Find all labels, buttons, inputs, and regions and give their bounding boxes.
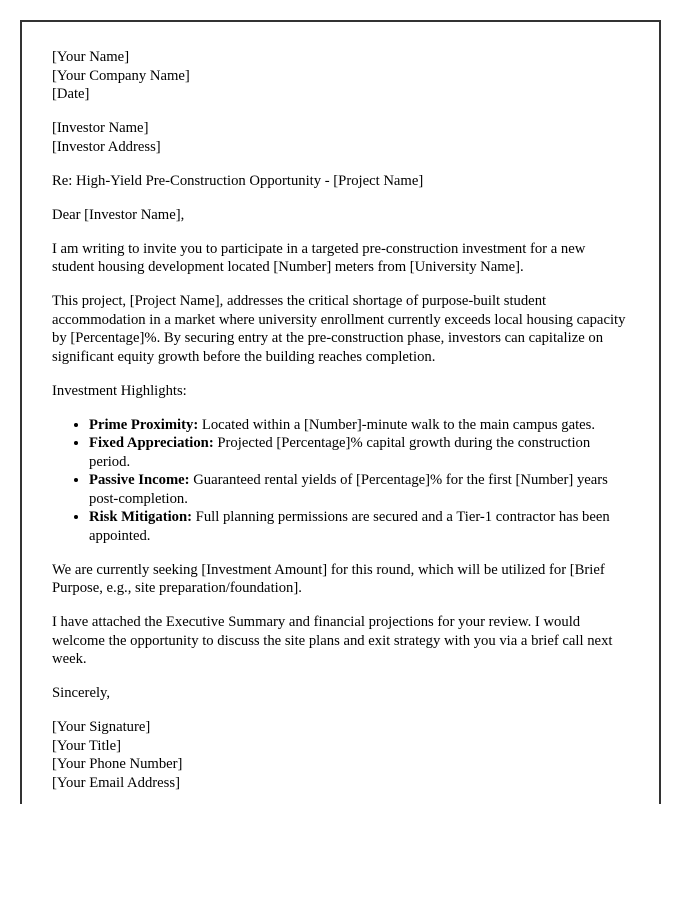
subject-line: Re: High-Yield Pre-Construction Opportunity - [Project Name] xyxy=(52,172,424,189)
highlight-label: Prime Proximity: xyxy=(89,416,199,433)
highlight-item-passive-income xyxy=(89,471,629,508)
highlight-text: Full planning permissions are secured and a Tier-1 contractor has been appointed. xyxy=(89,509,610,544)
signature-name: [Your Signature] xyxy=(52,719,151,735)
recipient-address: [Investor Address] xyxy=(52,138,161,155)
recipient-name: [Investor Name] xyxy=(52,120,149,136)
paragraph-attachments: I have attached the Executive Summary and financial projections for your review. I would welcome the opportunity to discuss the site plans and exit strategy with you via a brief call next week. xyxy=(52,614,613,667)
sender-company: [Your Company Name] xyxy=(52,67,190,84)
highlight-item-fixed-appreciation xyxy=(89,434,629,471)
recipient-block xyxy=(52,119,629,156)
signature-title: [Your Title] xyxy=(52,737,121,754)
letter-date: [Date] xyxy=(52,86,90,102)
highlights-heading: Investment Highlights: xyxy=(52,382,187,399)
highlights-list xyxy=(52,416,629,546)
salutation: Dear [Investor Name], xyxy=(52,206,185,223)
sender-name: [Your Name] xyxy=(52,49,130,65)
signature-block xyxy=(52,718,629,792)
highlight-label: Fixed Appreciation: xyxy=(89,435,214,451)
paragraph-project: This project, [Project Name], addresses the critical shortage of purpose-built student accommodation in a market where university enrollment currently exceeds local housing capacity by [Percentage]%. By securing entry at the pre-construction phase, investors can capitalize on significant equity growth before the building reaches completion. xyxy=(52,293,626,365)
highlight-text: Guaranteed rental yields of [Percentage]% for the first [Number] years post-completion. xyxy=(89,472,608,507)
paragraph-intro: I am writing to invite you to participate in a targeted pre-construction investment for a new student housing development located [Number] meters from [University Name]. xyxy=(52,240,586,275)
letter-document xyxy=(20,20,661,804)
highlight-item-risk-mitigation xyxy=(89,508,629,545)
highlight-item-prime-proximity xyxy=(89,416,629,435)
highlight-text: Projected [Percentage]% capital growth during the construction period. xyxy=(89,435,591,470)
closing: Sincerely, xyxy=(52,685,111,701)
sender-block xyxy=(52,48,629,104)
highlight-text: Located within a [Number]-minute walk to the main campus gates. xyxy=(198,416,596,433)
highlight-label: Passive Income: xyxy=(89,472,190,488)
highlight-label: Risk Mitigation: xyxy=(89,509,193,525)
signature-phone: [Your Phone Number] xyxy=(52,756,183,772)
signature-email: [Your Email Address] xyxy=(52,774,180,791)
paragraph-funding: We are currently seeking [Investment Amount] for this round, which will be utilized for [Brief Purpose, e.g., site preparation/foundation]. xyxy=(52,561,605,596)
